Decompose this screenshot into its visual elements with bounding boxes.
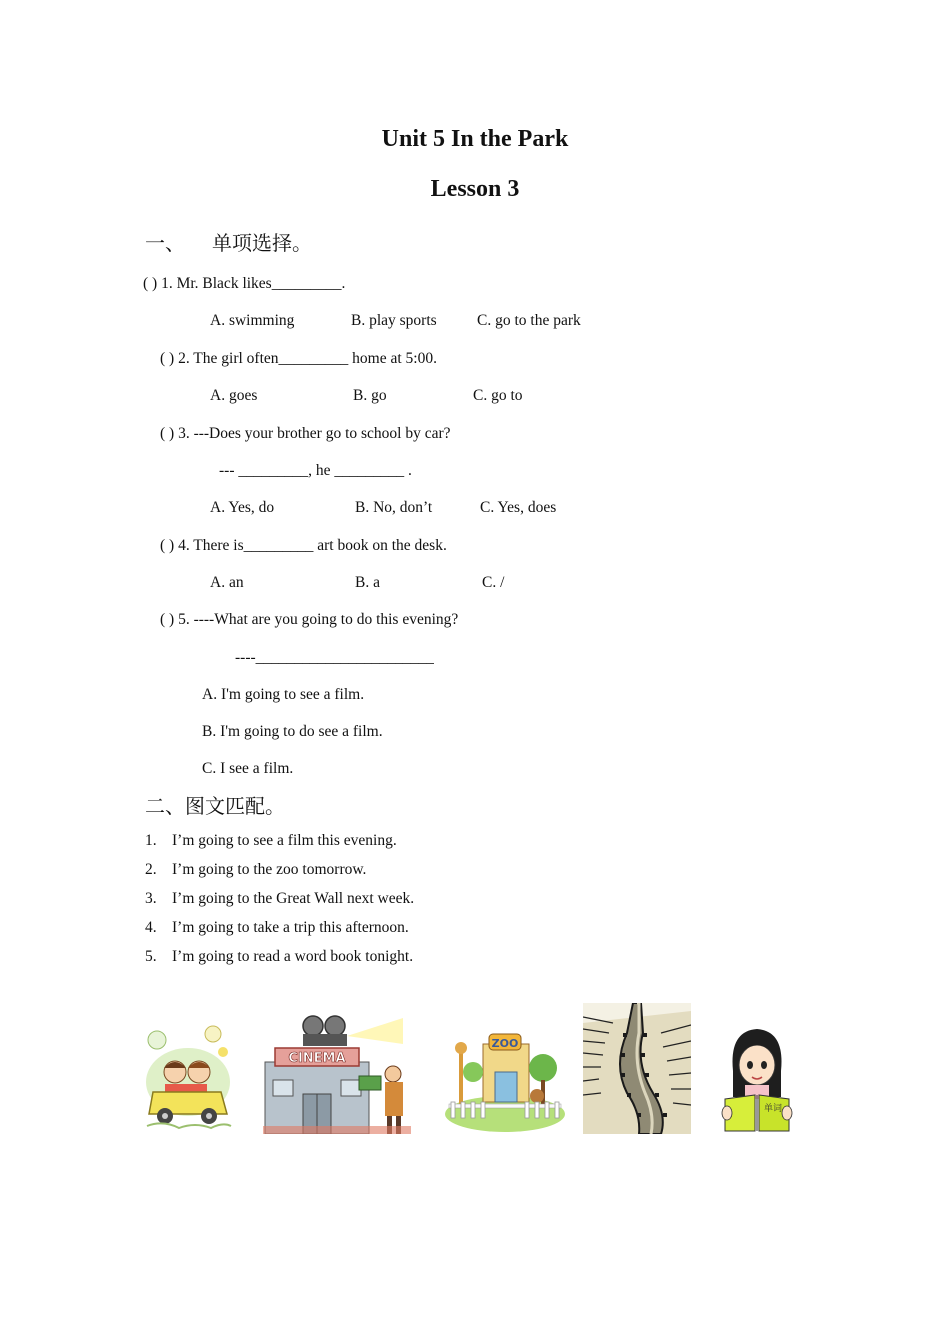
question-1-option-a: A. swimming — [210, 312, 295, 329]
question-2-stem: ( ) 2. The girl often_________ home at 5:00. — [160, 350, 437, 367]
great-wall-icon — [583, 1003, 691, 1134]
question-5-stem: ( ) 5. ----What are you going to do this evening? — [160, 611, 459, 628]
page-subtitle: Lesson 3 — [430, 176, 520, 202]
question-1-stem: ( ) 1. Mr. Black likes_________. — [143, 275, 346, 292]
question-3-option-a: A. Yes, do — [210, 499, 275, 516]
question-1-option-c: C. go to the park — [477, 312, 581, 329]
question-4-option-a: A. an — [210, 574, 244, 591]
cinema-icon — [263, 1014, 411, 1134]
question-3-stem: ( ) 3. ---Does your brother go to school by car? — [160, 425, 451, 442]
book-label: 单词 — [763, 1104, 783, 1114]
zoo-sign: ZOO — [491, 1037, 519, 1050]
question-4-stem: ( ) 4. There is_________ art book on the desk. — [160, 537, 447, 554]
page-title: Unit 5 In the Park — [381, 126, 569, 152]
section1-heading: 单项选择。 — [212, 231, 312, 255]
match-item-1-number: 1. — [145, 832, 157, 849]
section2-heading: 二、图文匹配。 — [145, 794, 285, 818]
question-4-option-b: B. a — [355, 574, 380, 591]
question-5-answer-line: ----_______________________ — [235, 649, 434, 666]
match-item-3-text: I’m going to the Great Wall next week. — [172, 890, 415, 907]
question-3-option-b: B. No, don’t — [355, 499, 433, 516]
question-3-option-c: C. Yes, does — [480, 499, 557, 516]
match-item-2-number: 2. — [145, 861, 157, 878]
match-item-5-text: I’m going to read a word book tonight. — [172, 948, 414, 965]
question-2-option-b: B. go — [353, 387, 387, 404]
match-item-5-number: 5. — [145, 948, 157, 965]
zoo-icon — [443, 1022, 567, 1134]
question-3-answer-line: --- _________, he _________ . — [219, 462, 412, 479]
match-item-1-text: I’m going to see a film this evening. — [172, 832, 397, 849]
question-4-option-c: C. / — [482, 574, 505, 591]
question-5-option-a: A. I'm going to see a film. — [202, 686, 365, 703]
question-5-option-c: C. I see a film. — [202, 760, 294, 777]
match-item-2-text: I’m going to the zoo tomorrow. — [172, 861, 367, 878]
cinema-sign: CINEMA — [288, 1051, 346, 1066]
question-2-option-a: A. goes — [210, 387, 258, 404]
match-item-3-number: 3. — [145, 890, 157, 907]
question-1-option-b: B. play sports — [351, 312, 437, 329]
question-5-option-b: B. I'm going to do see a film. — [202, 723, 383, 740]
match-item-4-number: 4. — [145, 919, 157, 936]
question-2-option-c: C. go to — [473, 387, 523, 404]
match-item-4-text: I’m going to take a trip this afternoon. — [172, 919, 409, 936]
car-trip-icon — [143, 1022, 233, 1134]
girl-reading-icon — [719, 1027, 795, 1134]
section1-number: 一、 — [145, 231, 185, 255]
